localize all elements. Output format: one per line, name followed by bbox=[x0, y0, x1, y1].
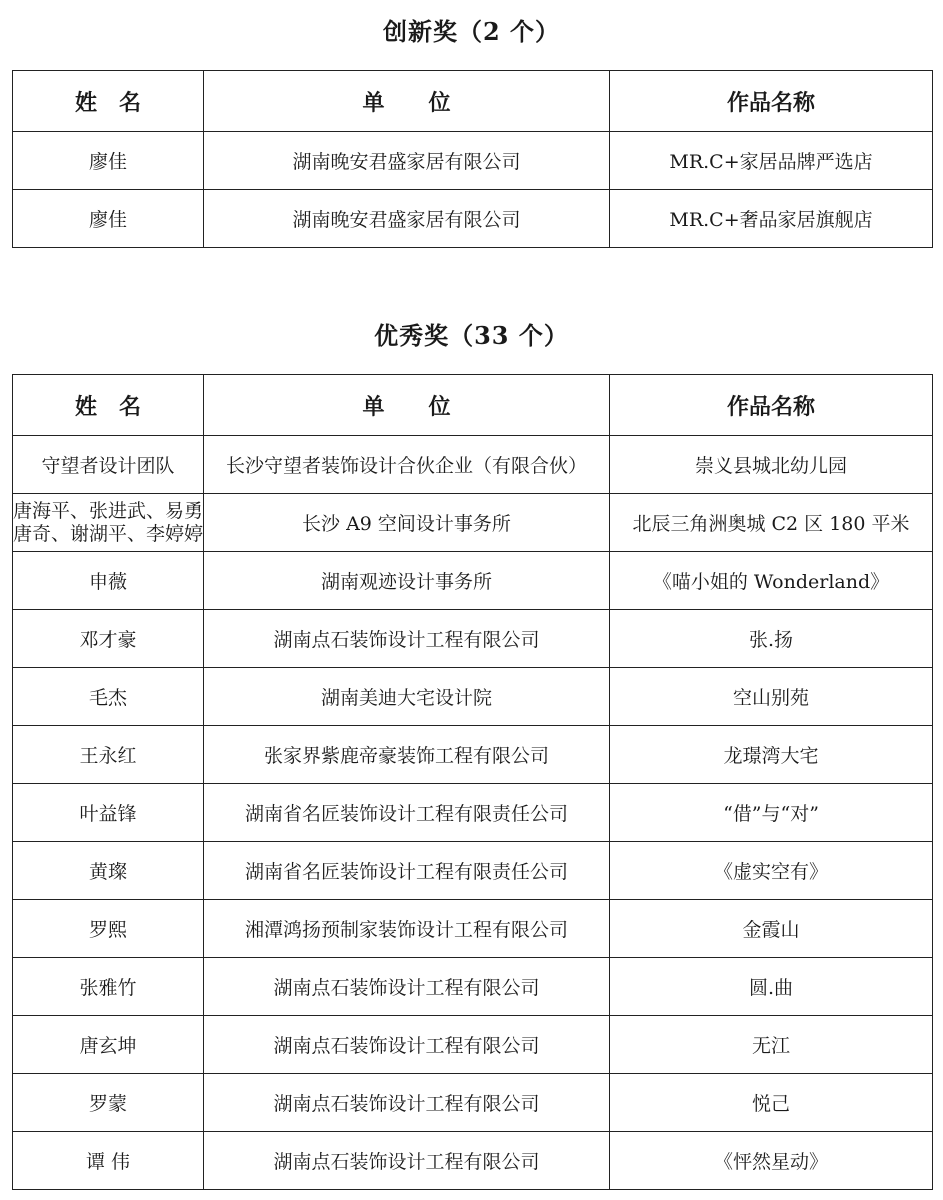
table-row bbox=[13, 132, 933, 190]
table-row bbox=[13, 726, 933, 784]
table-row bbox=[13, 1016, 933, 1074]
cell-name: 谭 伟 bbox=[13, 1132, 204, 1190]
cell-name: 邓才豪 bbox=[13, 610, 204, 668]
cell-work: MR.C+家居品牌严选店 bbox=[610, 132, 933, 190]
table-row bbox=[13, 436, 933, 494]
cell-unit: 湖南美迪大宅设计院 bbox=[204, 668, 610, 726]
table-row bbox=[13, 190, 933, 248]
cell-unit: 湖南点石装饰设计工程有限公司 bbox=[204, 958, 610, 1016]
cell-name: 黄璨 bbox=[13, 842, 204, 900]
table-row bbox=[13, 552, 933, 610]
cell-name-line: 唐奇、谢湖平、李婷婷 bbox=[13, 522, 204, 545]
cell-work: 《虚实空有》 bbox=[610, 842, 933, 900]
cell-unit: 湖南点石装饰设计工程有限公司 bbox=[204, 1074, 610, 1132]
innovation-award-table bbox=[12, 70, 933, 248]
cell-name: 王永红 bbox=[13, 726, 204, 784]
header-name: 姓 名 bbox=[13, 375, 204, 436]
cell-unit: 湖南点石装饰设计工程有限公司 bbox=[204, 1132, 610, 1190]
header-unit: 单 位 bbox=[204, 71, 610, 132]
cell-name: 申薇 bbox=[13, 552, 204, 610]
table-row bbox=[13, 1074, 933, 1132]
cell-name: 毛杰 bbox=[13, 668, 204, 726]
cell-unit: 湖南点石装饰设计工程有限公司 bbox=[204, 610, 610, 668]
cell-name bbox=[13, 494, 204, 552]
cell-unit: 湖南省名匠装饰设计工程有限责任公司 bbox=[204, 784, 610, 842]
table-row bbox=[13, 668, 933, 726]
table-row bbox=[13, 494, 933, 552]
cell-work: 无江 bbox=[610, 1016, 933, 1074]
excellence-award-table bbox=[12, 374, 933, 1190]
cell-work: 圆.曲 bbox=[610, 958, 933, 1016]
cell-unit: 张家界紫鹿帝豪装饰工程有限公司 bbox=[204, 726, 610, 784]
cell-unit: 湖南晚安君盛家居有限公司 bbox=[204, 132, 610, 190]
cell-name: 罗熙 bbox=[13, 900, 204, 958]
cell-work: 悦己 bbox=[610, 1074, 933, 1132]
cell-work: 金霞山 bbox=[610, 900, 933, 958]
cell-name-line: 唐海平、张进武、易勇 bbox=[13, 499, 204, 522]
cell-name: 廖佳 bbox=[13, 132, 204, 190]
cell-name: 叶益锋 bbox=[13, 784, 204, 842]
cell-unit: 湖南观迹设计事务所 bbox=[204, 552, 610, 610]
cell-work: 张.扬 bbox=[610, 610, 933, 668]
table-row bbox=[13, 610, 933, 668]
cell-work: 《喵小姐的 Wonderland》 bbox=[610, 552, 933, 610]
cell-work: “借”与“对” bbox=[610, 784, 933, 842]
cell-unit: 湖南晚安君盛家居有限公司 bbox=[204, 190, 610, 248]
cell-work: 崇义县城北幼儿园 bbox=[610, 436, 933, 494]
table-row bbox=[13, 784, 933, 842]
cell-name: 罗蒙 bbox=[13, 1074, 204, 1132]
cell-unit: 湖南省名匠装饰设计工程有限责任公司 bbox=[204, 842, 610, 900]
table-row bbox=[13, 900, 933, 958]
cell-unit: 湘潭鸿扬预制家装饰设计工程有限公司 bbox=[204, 900, 610, 958]
header-unit: 单 位 bbox=[204, 375, 610, 436]
innovation-award-title: 创新奖（2 个） bbox=[382, 17, 561, 46]
header-name: 姓 名 bbox=[13, 71, 204, 132]
cell-name: 守望者设计团队 bbox=[13, 436, 204, 494]
cell-work: MR.C+奢品家居旗舰店 bbox=[610, 190, 933, 248]
cell-unit: 湖南点石装饰设计工程有限公司 bbox=[204, 1016, 610, 1074]
cell-work: 空山别苑 bbox=[610, 668, 933, 726]
cell-name: 唐玄坤 bbox=[13, 1016, 204, 1074]
table-row bbox=[13, 1132, 933, 1190]
cell-name: 廖佳 bbox=[13, 190, 204, 248]
table-header-row bbox=[13, 71, 933, 132]
cell-work: 《怦然星动》 bbox=[610, 1132, 933, 1190]
table-row bbox=[13, 958, 933, 1016]
cell-work: 北辰三角洲奥城 C2 区 180 平米 bbox=[610, 494, 933, 552]
cell-name: 张雅竹 bbox=[13, 958, 204, 1016]
cell-unit: 长沙守望者装饰设计合伙企业（有限合伙） bbox=[204, 436, 610, 494]
table-row bbox=[13, 842, 933, 900]
header-work: 作品名称 bbox=[610, 375, 933, 436]
cell-unit: 长沙 A9 空间设计事务所 bbox=[204, 494, 610, 552]
header-work: 作品名称 bbox=[610, 71, 933, 132]
excellence-award-title: 优秀奖（33 个） bbox=[374, 321, 569, 350]
table-header-row bbox=[13, 375, 933, 436]
cell-work: 龙璟湾大宅 bbox=[610, 726, 933, 784]
